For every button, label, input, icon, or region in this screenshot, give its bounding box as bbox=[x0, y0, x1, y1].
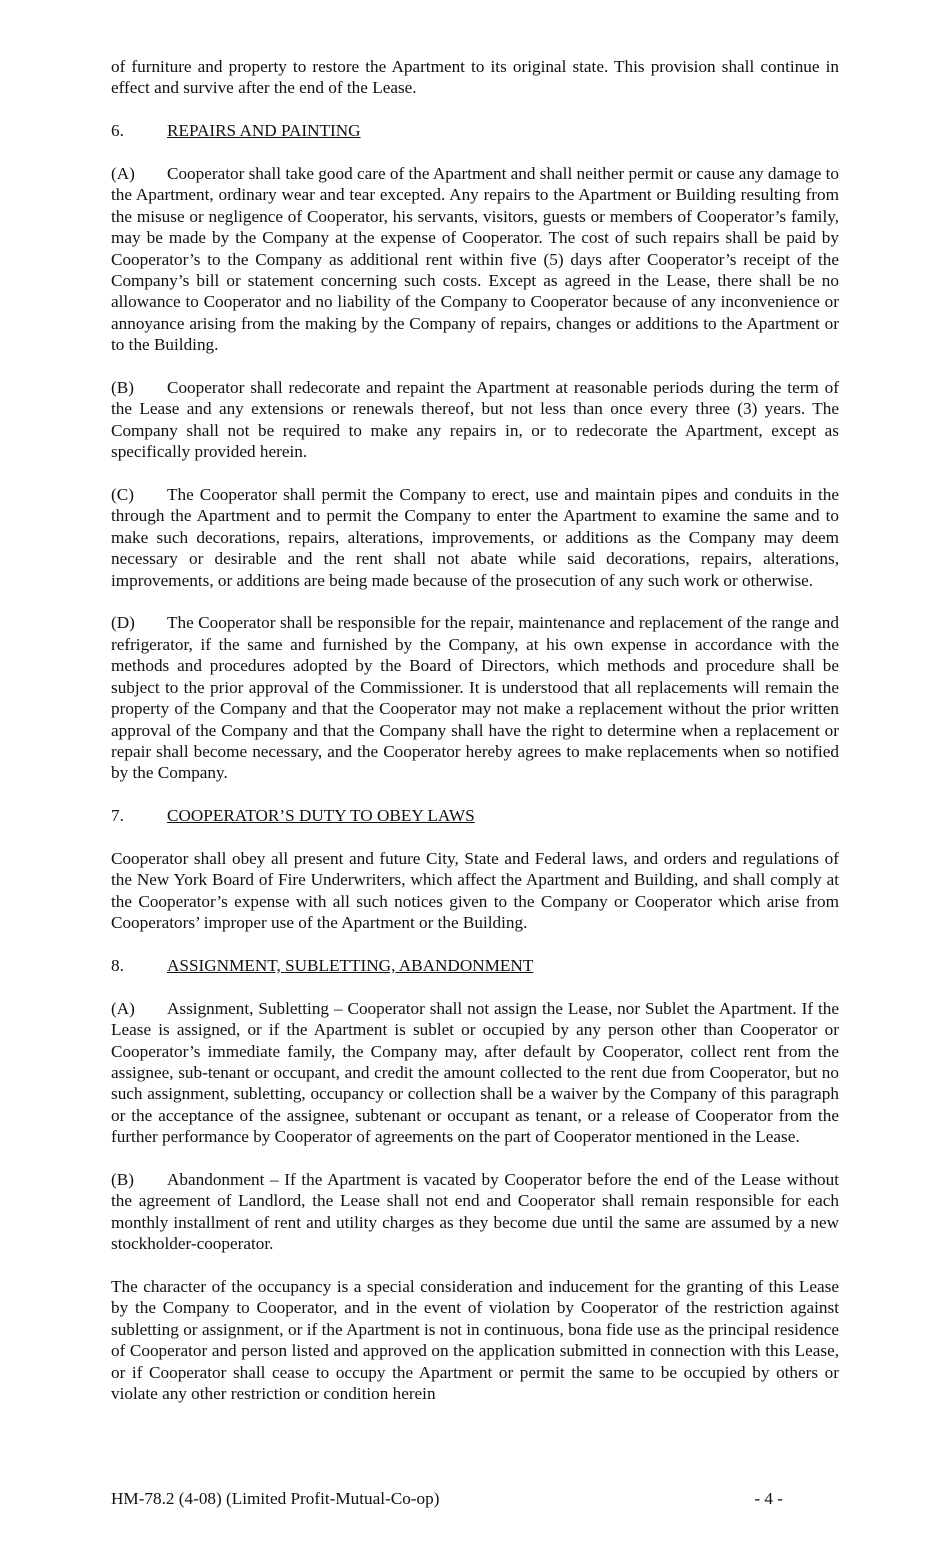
section-8-paragraph-b bbox=[111, 1169, 839, 1255]
intro-paragraph: of furniture and property to restore the Apartment to its original state. This provision shall continue in effect and survive after the end of the Lease. bbox=[111, 57, 839, 98]
page-footer bbox=[111, 1488, 839, 1509]
paragraph-text: Cooperator shall redecorate and repaint the Apartment at reasonable periods during the term of the Lease and any extensions or renewals thereof, but not less than once every three (3) years. The Company shall not be required to make any repairs in, or to redecorate the Apartment, except as specifically provided herein. bbox=[111, 378, 839, 462]
document-page bbox=[111, 56, 839, 1404]
section-title: COOPERATOR’S DUTY TO OBEY LAWS bbox=[167, 806, 475, 826]
section-8-closing-paragraph: The character of the occupancy is a special consideration and inducement for the granting of this Lease by the Company to Cooperator, and in the event of violation by Cooperator of the restriction against subletting or assignment, or if the Apartment is not in continuous, bona fide use as the principal residence of Cooperator and person listed and approved on the application submitted in connection with this Lease, or if Cooperator shall cease to occupy the Apartment or permit the same to be occupied by others or violate any other restriction or condition herein bbox=[111, 1276, 839, 1404]
section-title: ASSIGNMENT, SUBLETTING, ABANDONMENT bbox=[167, 955, 534, 975]
section-6-heading bbox=[111, 120, 839, 141]
section-8-heading bbox=[111, 955, 839, 976]
paragraph-text: Cooperator shall take good care of the Apartment and shall neither permit or cause any damage to the Apartment, ordinary wear and tear excepted. Any repairs to the Apartment or Building resulting from the misuse or negligence of Cooperator, his servants, visitors, guests or members of Cooperator’s family, may be made by the Company at the expense of Cooperator. The cost of such repairs shall be paid by Cooperator’s to the Company as additional rent within five (5) days after Cooperator’s receipt of the Company’s bill or statement concerning such costs. Except as agreed in the Lease, there shall be no allowance to Cooperator and no liability of the Company to Cooperator because of any inconvenience or annoyance arising from the making by the Company of repairs, changes or additions to the Apartment or to the Building. bbox=[111, 164, 839, 355]
paragraph-label: (B) bbox=[111, 1169, 134, 1189]
paragraph-text: Abandonment – If the Apartment is vacated by Cooperator before the end of the Lease without the agreement of Landlord, the Lease shall not end and Cooperator shall remain responsible for each monthly installment of rent and utility charges as they become due until the same are assumed by a new stockholder-cooperator. bbox=[111, 1169, 839, 1254]
section-6-paragraph-c bbox=[111, 484, 839, 591]
section-title: REPAIRS AND PAINTING bbox=[167, 121, 361, 141]
page-number: - 4 - bbox=[754, 1489, 783, 1508]
section-number: 8. bbox=[111, 955, 124, 975]
paragraph-text: Assignment, Subletting – Cooperator shall not assign the Lease, nor Sublet the Apartment. If the Lease is assigned, or if the Apartment is sublet or occupied by any person other than Cooperator or Cooperator’s immediate family, the Company may, after default by Cooperator, collect rent from the assignee, sub-tenant or occupant, and credit the amount collected to the rent due from Cooperator, but no such assignment, subletting, occupancy or collection shall be a waiver by the Company of this paragraph or the acceptance of the assignee, subtenant or occupant as tenant, or a release of Cooperator from the further performance by Cooperator of agreements on the part of Cooperator mentioned in the Lease. bbox=[111, 998, 839, 1147]
section-6-paragraph-b bbox=[111, 377, 839, 463]
paragraph-label: (A) bbox=[111, 164, 135, 183]
section-6-paragraph-d bbox=[111, 612, 839, 783]
paragraph-label: (B) bbox=[111, 378, 134, 398]
section-7-heading bbox=[111, 805, 839, 826]
form-id: HM-78.2 (4-08) (Limited Profit-Mutual-Co-op) bbox=[111, 1489, 440, 1508]
paragraph-label: (A) bbox=[111, 998, 135, 1018]
paragraph-text: The Cooperator shall permit the Company to erect, use and maintain pipes and conduits in the through the Apartment and to permit the Company to enter the Apartment to examine the same and to make such decorations, repairs, alterations, improvements, or additions as the Company may deem necessary or desirable and the rent shall not abate while said decorations, repairs, alterations, improvements, or additions are being made because of the prosecution of any such work or otherwise. bbox=[111, 485, 839, 590]
section-number: 6. bbox=[111, 121, 124, 141]
paragraph-label: (D) bbox=[111, 613, 135, 633]
section-number: 7. bbox=[111, 806, 124, 826]
section-8-paragraph-a bbox=[111, 998, 839, 1148]
paragraph-label: (C) bbox=[111, 485, 134, 505]
section-7-paragraph: Cooperator shall obey all present and future City, State and Federal laws, and orders and regulations of the New York Board of Fire Underwriters, which affect the Apartment and Building, and shall comply at the Cooperator’s expense with all such notices given to the Company or Cooperator which arise from Cooperators’ improper use of the Apartment or the Building. bbox=[111, 848, 839, 933]
paragraph-text: The Cooperator shall be responsible for the repair, maintenance and replacement of the range and refrigerator, if the same and furnished by the Company, at his own expense in accordance with the methods and procedures adopted by the Board of Directors, which methods and procedure shall be subject to the prior approval of the Commissioner. It is understood that all replacements will remain the property of the Company and that the Cooperator may not make a replacement without the prior written approval of the Company and that the Company shall have the right to determine when a replacement or repair shall become necessary, and the Cooperator hereby agrees to make replacements when so notified by the Company. bbox=[111, 613, 839, 783]
section-6-paragraph-a bbox=[111, 163, 839, 356]
